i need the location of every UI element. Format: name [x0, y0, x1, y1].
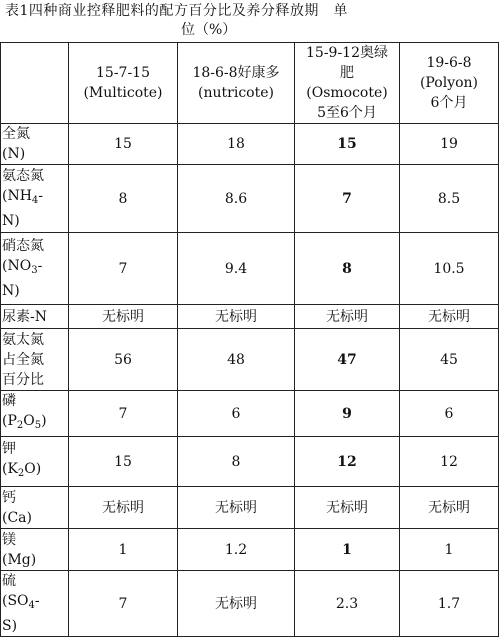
- row-label-potassium: 钾 $(K_2O)$: [1, 437, 69, 487]
- table-cell: 无标明: [400, 487, 499, 529]
- table-cell: 8: [69, 165, 178, 233]
- table-cell: 15: [69, 437, 178, 487]
- column-header-multicote: 15-7-15 (Multicote): [69, 43, 178, 124]
- table-cell: 无标明: [178, 305, 295, 329]
- table-title: [3, 2, 497, 40]
- table-cell: 7: [69, 391, 178, 437]
- row-label-total-n: 全氮 (N): [1, 124, 69, 165]
- table-cell: 8: [178, 437, 295, 487]
- corner-cell: [1, 43, 69, 124]
- table-cell: 48: [178, 329, 295, 391]
- column-header-polyon: 19-6-8 (Polyon) 6个月: [400, 43, 499, 124]
- row-label-magnesium: 镁 (Mg): [1, 529, 69, 571]
- table-cell: 12: [295, 437, 400, 487]
- table-cell: 12: [400, 437, 499, 487]
- table-cell: 56: [69, 329, 178, 391]
- table-cell: 7: [69, 571, 178, 637]
- table-row: [1, 165, 499, 233]
- header-row: [1, 43, 499, 124]
- table-row: [1, 233, 499, 305]
- table-cell: 无标明: [178, 487, 295, 529]
- table-row: [1, 529, 499, 571]
- table-cell: 47: [295, 329, 400, 391]
- table-cell: 1.7: [400, 571, 499, 637]
- table-cell: 1: [69, 529, 178, 571]
- table-cell: 1: [295, 529, 400, 571]
- table-title-line-2: 位（%）: [181, 22, 237, 38]
- table-row: [1, 305, 499, 329]
- table-cell: 8.6: [178, 165, 295, 233]
- row-label-ammonium-share: 氨太氮 占全氮 百分比: [1, 329, 69, 391]
- row-label-ammonium-n: 氨态氮 ($NH_4-$ N): [1, 165, 69, 233]
- row-label-calcium: 钙 (Ca): [1, 487, 69, 529]
- table-row: [1, 329, 499, 391]
- table-cell: 19: [400, 124, 499, 165]
- table-cell: 1: [400, 529, 499, 571]
- row-label-phosphorus: 磷 $(P_2O_5)$: [1, 391, 69, 437]
- table-row: [1, 391, 499, 437]
- fertilizer-table: [0, 42, 499, 637]
- table-cell: 9.4: [178, 233, 295, 305]
- table-cell: 8: [295, 233, 400, 305]
- table-cell: 8.5: [400, 165, 499, 233]
- column-header-osmocote: 15-9-12奥绿 肥 (Osmocote) 5至6个月: [295, 43, 400, 124]
- table-row: [1, 487, 499, 529]
- table-cell: 无标明: [69, 305, 178, 329]
- table-row: [1, 437, 499, 487]
- table-cell: 无标明: [69, 487, 178, 529]
- table-cell: 7: [295, 165, 400, 233]
- table-cell: 无标明: [295, 487, 400, 529]
- table-cell: 2.3: [295, 571, 400, 637]
- table-cell: 无标明: [295, 305, 400, 329]
- table-row: [1, 124, 499, 165]
- table-cell: 10.5: [400, 233, 499, 305]
- table-cell: 6: [400, 391, 499, 437]
- table-cell: 无标明: [178, 571, 295, 637]
- table-cell: 1.2: [178, 529, 295, 571]
- row-label-urea-n: 尿素-N: [1, 305, 69, 329]
- table-cell: 7: [69, 233, 178, 305]
- row-label-nitrate-n: 硝态氮 ($NO_3-$ N): [1, 233, 69, 305]
- table-row: [1, 571, 499, 637]
- table-cell: 15: [295, 124, 400, 165]
- column-header-nutricote: 18-6-8好康多 (nutricote): [178, 43, 295, 124]
- table-cell: 6: [178, 391, 295, 437]
- table-cell: 45: [400, 329, 499, 391]
- table-cell: 无标明: [400, 305, 499, 329]
- table-cell: 18: [178, 124, 295, 165]
- table-title-line-1: 表1四种商业控释肥料的配方百分比及养分释放期 单: [5, 3, 348, 19]
- table-cell: 15: [69, 124, 178, 165]
- table-cell: 9: [295, 391, 400, 437]
- row-label-sulfur: 硫 ($SO_4-$ S): [1, 571, 69, 637]
